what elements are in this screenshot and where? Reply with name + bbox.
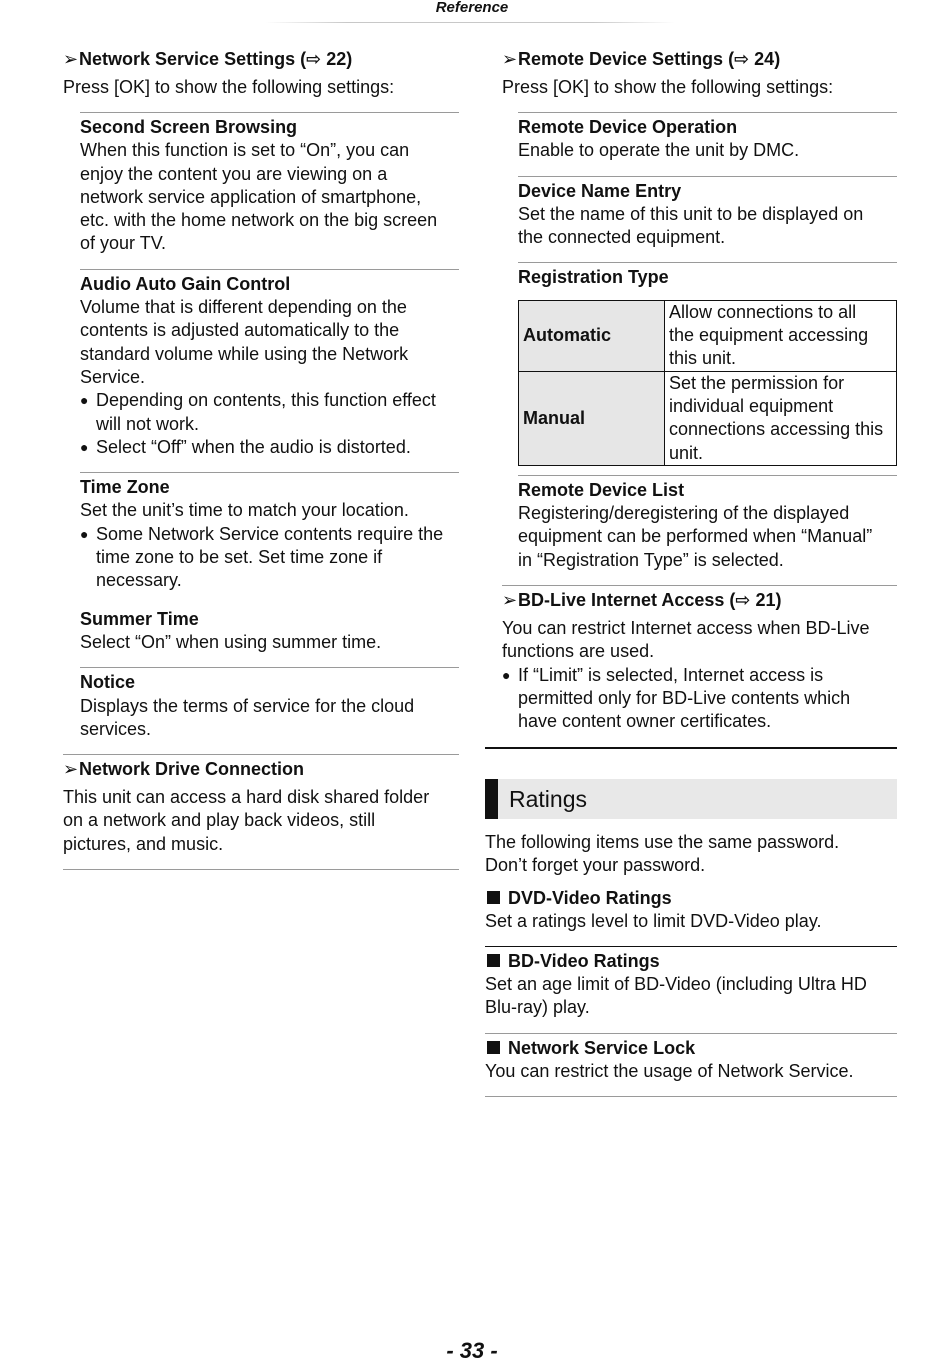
setting-title: Network Service Lock (485, 1037, 897, 1060)
bd-live-internet-access-heading: ➢BD-Live Internet Access (⇨ 21) (502, 590, 782, 611)
header-divider (265, 22, 675, 23)
bd-live-internet-access-section: ➢BD-Live Internet Access (⇨ 21) You can restrict Internet access when BD-Live functions are used. ● If “Limit” is selected, Internet access is permitted only for BD-Live contents which have content owner certificates. (502, 586, 897, 746)
setting-notice: Notice Displays the terms of service for the cloud services. (80, 668, 459, 754)
bullet-item: ● Depending on contents, this function effect will not work. (80, 389, 459, 436)
section-marker-bar (485, 779, 498, 819)
setting-title: Summer Time (80, 608, 199, 629)
page-reference[interactable]: 22) (326, 49, 353, 69)
remote-device-settings-section (485, 48, 897, 99)
setting-registration-type (518, 263, 897, 289)
setting-network-service-lock: Network Service Lock You can restrict the usage of Network Service. (485, 1034, 897, 1097)
network-service-settings-heading: ➢Network Service Settings (⇨ 22) (63, 49, 353, 69)
page-reference[interactable]: 24) (754, 49, 781, 69)
setting-title: Remote Device List (518, 479, 685, 500)
setting-title: Notice (80, 672, 136, 693)
setting-title: Second Screen Browsing (80, 117, 298, 137)
bullet-item: ● Some Network Service contents require the time zone to be set. Set time zone if necessary. (80, 523, 459, 593)
setting-time-zone: Time Zone Set the unit’s time to match your location. ● Some Network Service contents require the time zone to be set. Set time zone if necessary. (80, 473, 459, 607)
network-drive-connection-section: ➢Network Drive Connection This unit can access a hard disk shared folder on a network and play back videos, still pictures, and music. (63, 755, 459, 869)
table-key-cell: Automatic (519, 300, 665, 371)
setting-second-screen-browsing: Second Screen Browsing When this function is set to “On”, you can enjoy the content you are viewing on a network service application of smartphone, etc. with the home network on the big screen of your TV. (80, 113, 459, 269)
setting-audio-auto-gain-control: Audio Auto Gain Control Volume that is different depending on the contents is adjusted automatically to the standard volume while using the Network Service. ● Depending on contents, this function effect will not work. ● Select “Off” when the audio is distorted. (80, 270, 459, 472)
bullet-item: ● If “Limit” is selected, Internet access is permitted only for BD-Live contents which have content owner certificates. (502, 664, 897, 734)
right-column (485, 48, 897, 1097)
setting-dvd-video-ratings: DVD-Video Ratings Set a ratings level to limit DVD-Video play. (485, 887, 897, 946)
square-bullet-icon (487, 954, 500, 967)
page-reference-arrow-icon: ⇨ (306, 49, 322, 69)
setting-bd-video-ratings: BD-Video Ratings Set an age limit of BD-Video (including Ultra HD Blu-ray) play. (485, 947, 897, 1033)
arrowhead-icon: ➢ (502, 590, 518, 611)
ratings-intro: The following items use the same password. Don’t forget your password. (485, 831, 840, 875)
square-bullet-icon (487, 891, 500, 904)
table-row (519, 371, 897, 465)
page-header-title: Reference (435, 0, 509, 16)
network-service-settings-lead: Press [OK] to show the following settings: (63, 77, 395, 97)
setting-title: DVD-Video Ratings (485, 887, 897, 910)
setting-remote-device-operation: Remote Device Operation Enable to operate the unit by DMC. (518, 113, 897, 176)
arrowhead-icon: ➢ (502, 49, 518, 69)
page-number: - 33 - (446, 1338, 498, 1363)
network-service-settings-section (63, 48, 459, 754)
table-value-cell: Set the permission for individual equipment connections accessing this unit. (665, 371, 897, 465)
setting-title: Registration Type (518, 267, 669, 288)
setting-summer-time: Summer Time Select “On” when using summer time. (80, 608, 459, 668)
table-value-cell: Allow connections to all the equipment accessing this unit. (665, 300, 897, 371)
arrowhead-icon: ➢ (63, 49, 79, 69)
divider (63, 869, 459, 870)
setting-device-name-entry: Device Name Entry Set the name of this unit to be displayed on the connected equipment. (518, 177, 897, 263)
setting-title: BD-Video Ratings (485, 950, 897, 973)
left-column (63, 48, 459, 870)
bullet-item: ● Select “Off” when the audio is distorted. (80, 436, 459, 459)
setting-title: Audio Auto Gain Control (80, 273, 291, 294)
ratings-title: Ratings (509, 785, 587, 812)
registration-type-table (518, 300, 897, 466)
page-reference-arrow-icon: ⇨ (735, 590, 751, 611)
setting-title: Time Zone (80, 477, 170, 498)
divider (485, 1096, 897, 1097)
ratings-section-header (485, 779, 897, 819)
setting-title: Device Name Entry (518, 180, 682, 201)
table-key-cell: Manual (519, 371, 665, 465)
arrowhead-icon: ➢ (63, 759, 79, 780)
remote-device-settings-lead: Press [OK] to show the following settings: (502, 77, 834, 97)
page-reference[interactable]: 21) (755, 590, 782, 611)
section-divider (485, 747, 897, 749)
network-drive-connection-heading: ➢Network Drive Connection (63, 759, 305, 780)
square-bullet-icon (487, 1041, 500, 1054)
setting-remote-device-list: Remote Device List Registering/deregistering of the displayed equipment can be performed when “Manual” in “Registration Type” is selected. (518, 476, 897, 585)
remote-device-settings-heading: ➢Remote Device Settings (⇨ 24) (502, 49, 781, 69)
page-reference-arrow-icon: ⇨ (734, 49, 750, 69)
table-row (519, 300, 897, 371)
setting-title: Remote Device Operation (518, 117, 738, 137)
